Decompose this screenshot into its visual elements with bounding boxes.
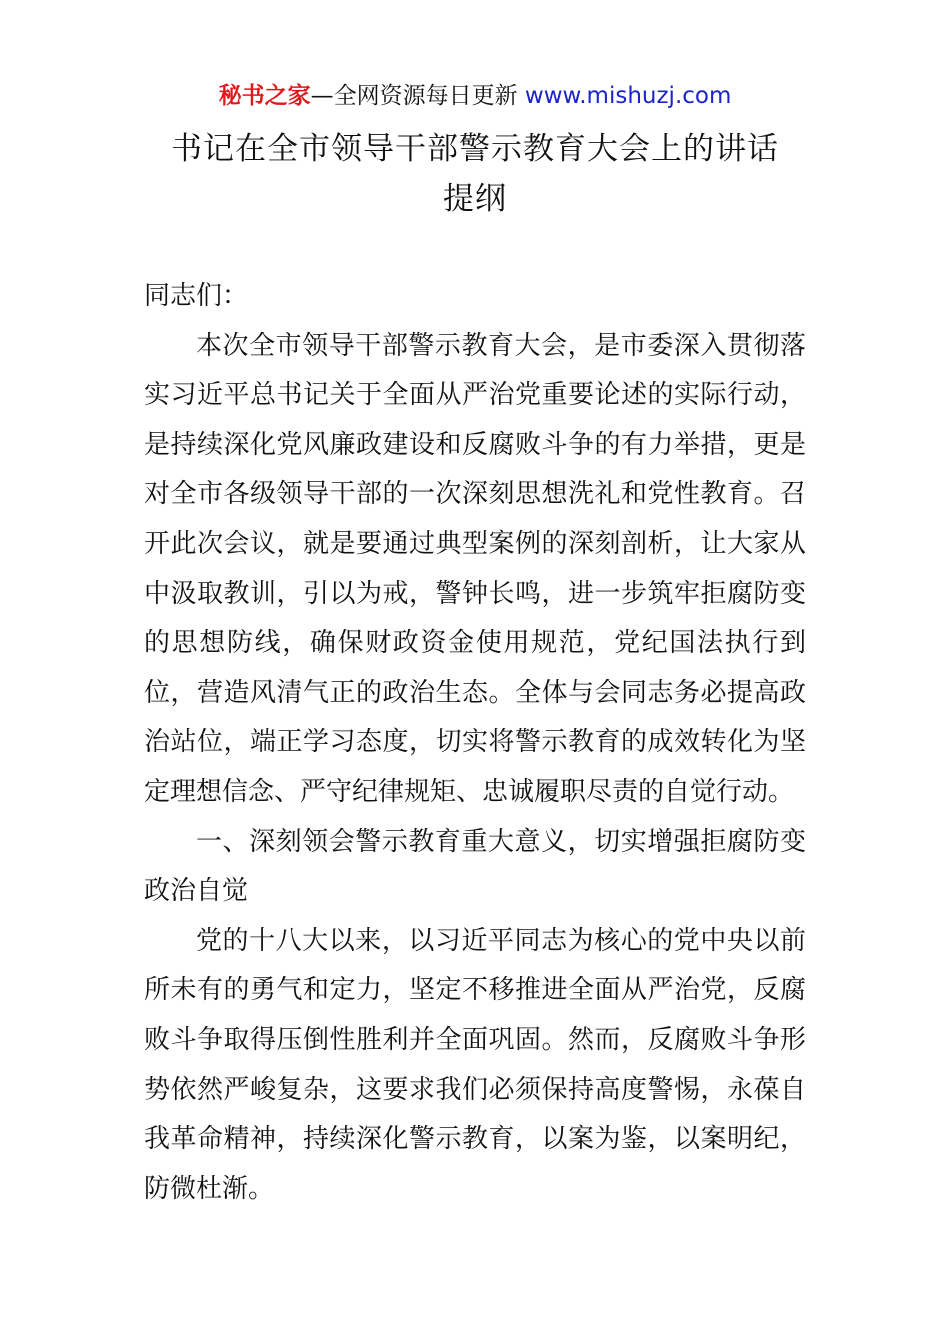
document-body [144,272,806,1214]
title-line-2: 提纲 [443,181,507,217]
site-banner [0,80,950,112]
title-line-1: 书记在全市领导干部警示教育大会上的讲话 [171,131,779,167]
paragraph-section-1: 党的十八大以来，以习近平同志为核心的党中央以前所未有的勇气和定力，坚定不移推进全面从严治党，反腐败斗争取得压倒性胜利并全面巩固。然而，反腐败斗争形势依然严峻复杂，这要求我们必须保持高度警惕，永葆自我革命精神，持续深化警示教育，以案为鉴，以案明纪，防微杜渐。 [144,925,806,1204]
banner-brand: 秘书之家 [218,83,311,109]
banner-url-link[interactable]: www.mishuzj.com [524,83,732,109]
document-title [0,124,950,224]
paragraph-intro: 本次全市领导干部警示教育大会，是市委深入贯彻落实习近平总书记关于全面从严治党重要论述的实际行动，是持续深化党风廉政建设和反腐败斗争的有力举措，更是对全市各级领导干部的一次深刻思想洗礼和党性教育。召开此次会议，就是要通过典型案例的深刻剖析，让大家从中汲取教训，引以为戒，警钟长鸣，进一步筑牢拒腐防变的思想防线，确保财政资金使用规范，党纪国法执行到位，营造风清气正的政治生态。全体与会同志务必提高政治站位，端正学习态度，切实将警示教育的成效转化为坚定理想信念、严守纪律规矩、忠诚履职尽责的自觉行动。 [144,330,806,807]
salutation: 同志们： [144,281,249,311]
section-heading-1: 一、深刻领会警示教育重大意义，切实增强拒腐防变政治自觉 [144,826,806,907]
banner-slogan: —全网资源每日更新 [310,83,525,109]
